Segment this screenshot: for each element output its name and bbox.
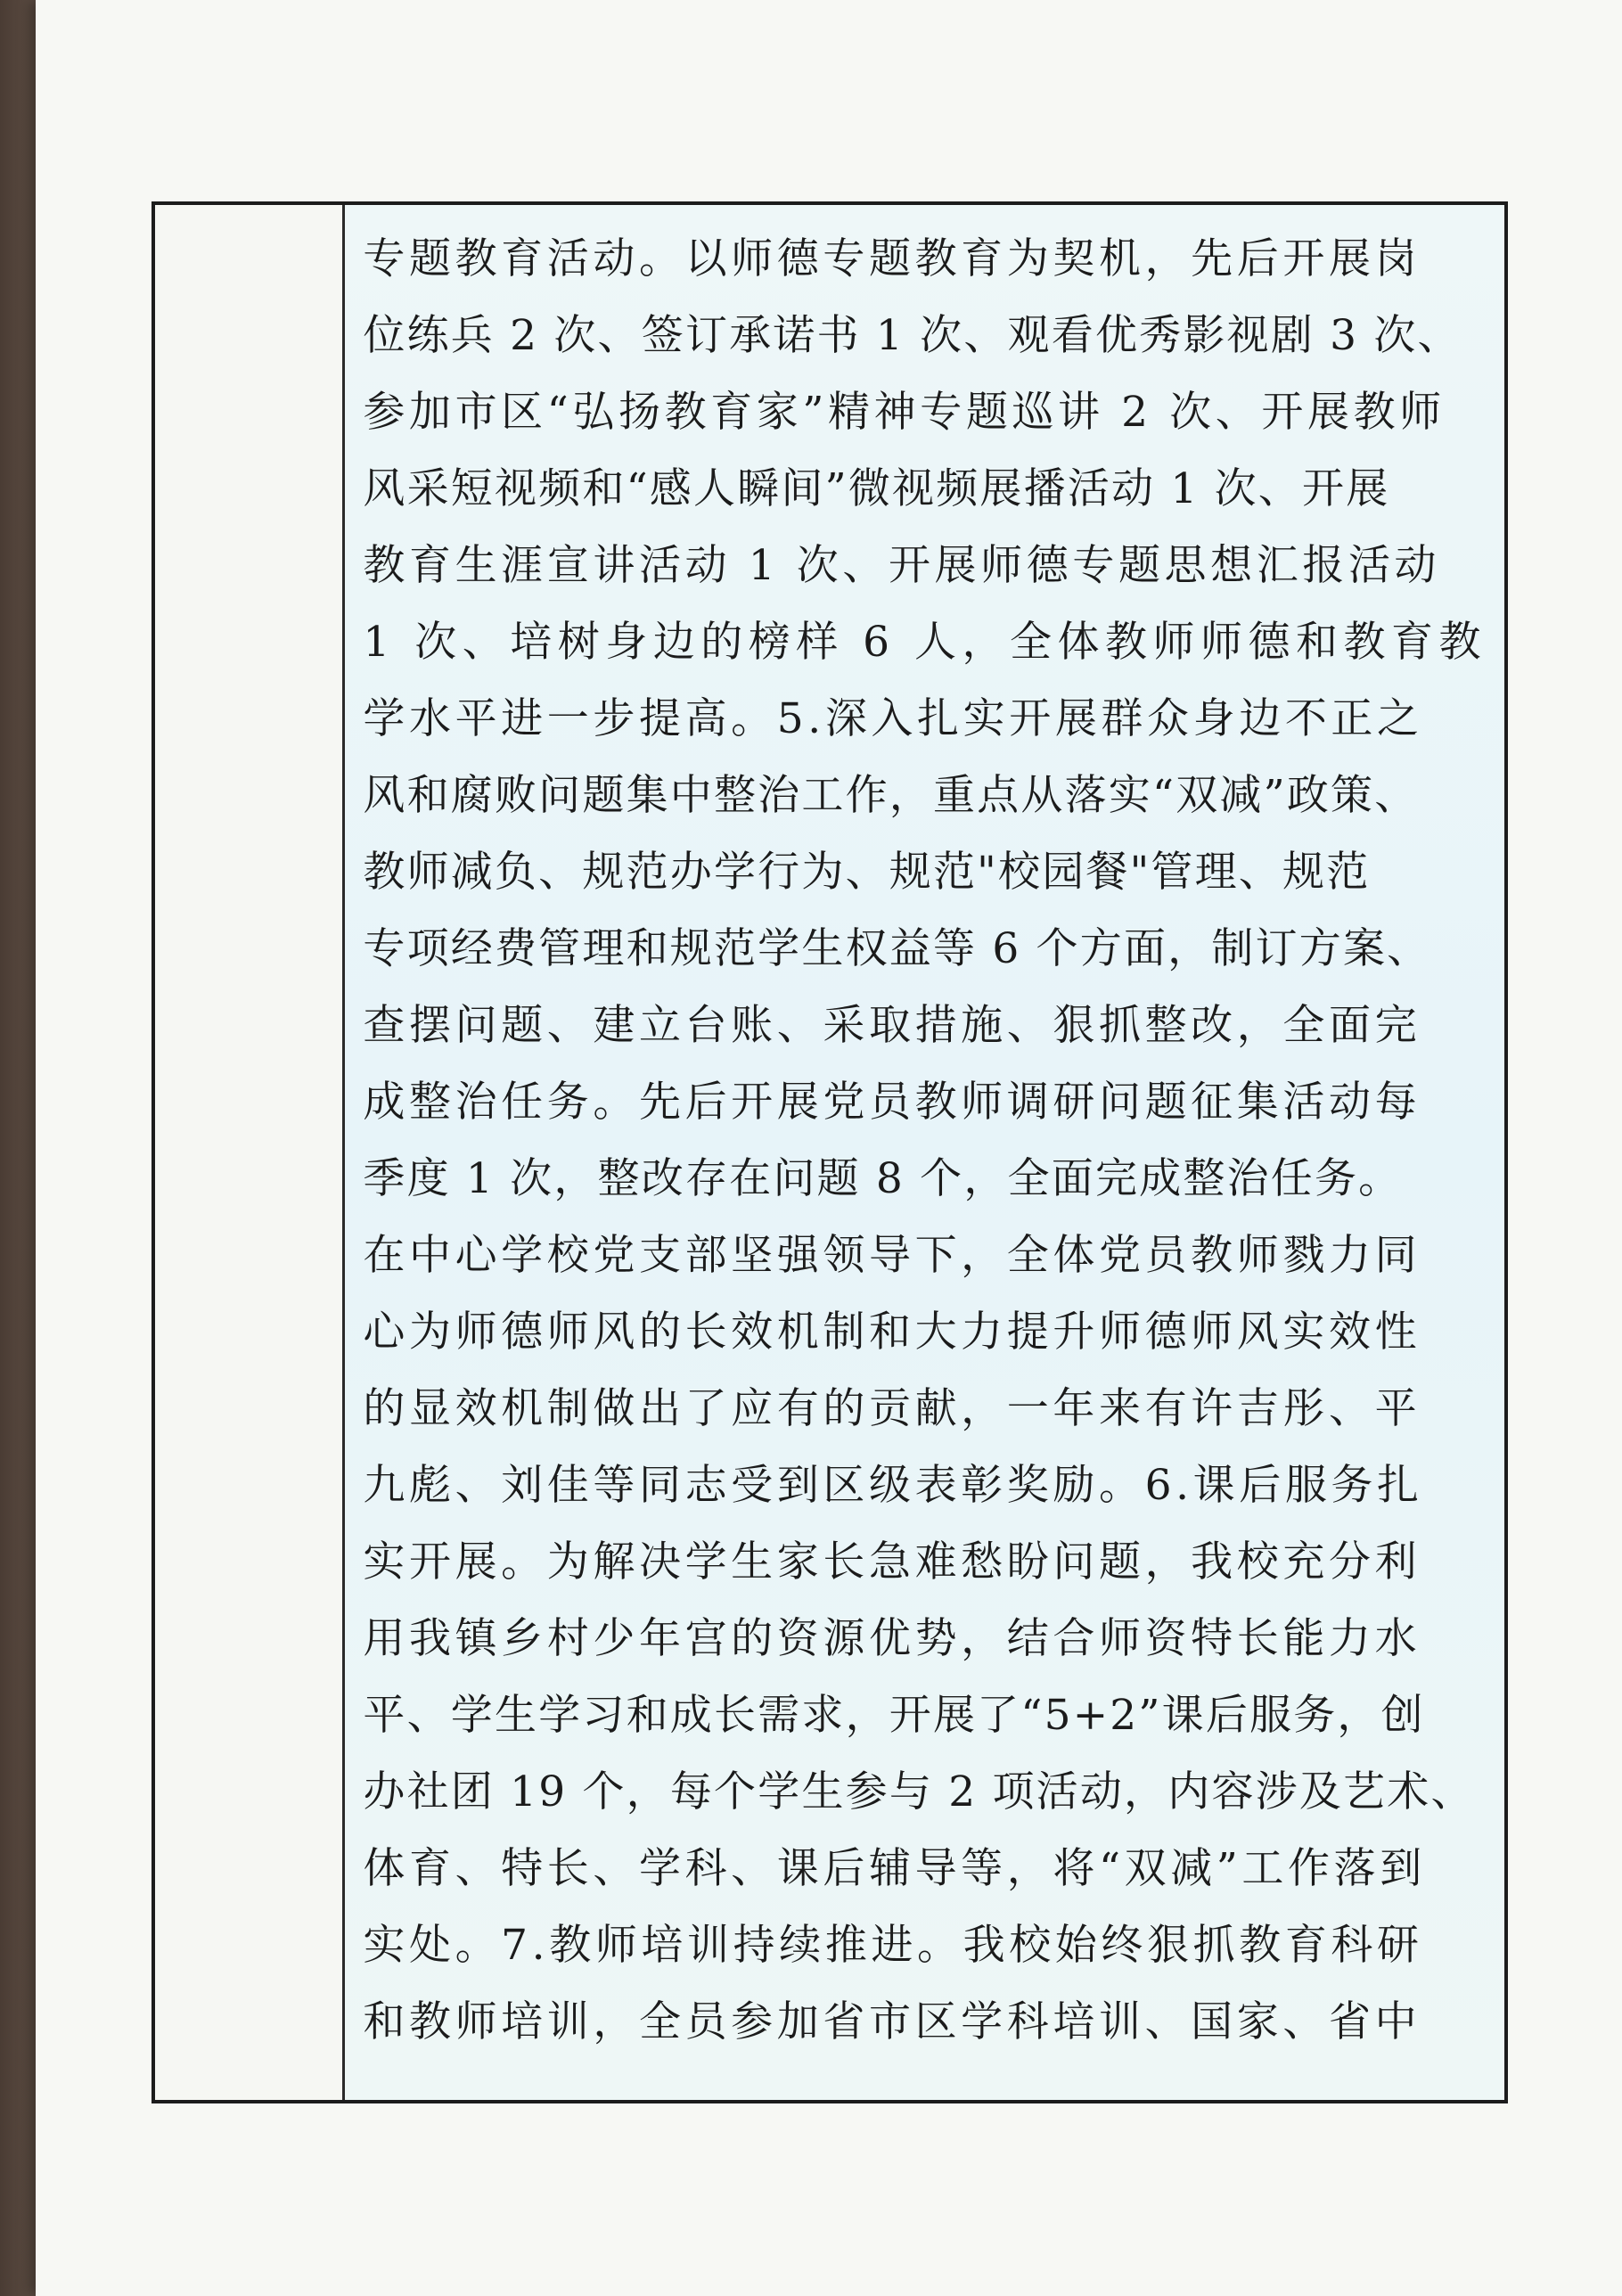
text-line: 专题教育活动。以师德专题教育为契机，先后开展岗 xyxy=(363,234,1421,283)
text-line: 风采短视频和“感人瞬间”微视频展播活动 1 次、开展 xyxy=(363,464,1390,513)
text-line: 体育、特长、学科、课后辅导等，将“双减”工作落到 xyxy=(363,1844,1426,1893)
text-line: 的显效机制做出了应有的贡献，一年来有许吉彤、平 xyxy=(363,1384,1421,1433)
text-line: 和教师培训，全员参加省市区学科培训、国家、省中 xyxy=(363,1997,1421,2046)
text-line: 参加市区“弘扬教育家”精神专题巡讲 2 次、开展教师 xyxy=(363,388,1446,437)
text-line: 1 次、培树身边的榜样 6 人，全体教师师德和教育教 xyxy=(363,618,1487,667)
text-line: 教育生涯宣讲活动 1 次、开展师德专题思想汇报活动 xyxy=(363,541,1441,590)
text-line: 用我镇乡村少年宫的资源优势，结合师资特长能力水 xyxy=(363,1614,1421,1663)
table-content-cell xyxy=(345,205,1504,2100)
text-line: 在中心学校党支部坚强领导下，全体党员教师戮力同 xyxy=(363,1231,1421,1280)
text-line: 位练兵 2 次、签订承诺书 1 次、观看优秀影视剧 3 次、 xyxy=(363,311,1462,360)
text-line: 季度 1 次，整改存在问题 8 个，全面完成整治任务。 xyxy=(363,1154,1403,1203)
text-line: 心为师德师风的长效机制和大力提升师德师风实效性 xyxy=(363,1308,1421,1357)
text-line: 九彪、刘佳等同志受到区级表彰奖励。6.课后服务扎 xyxy=(363,1461,1423,1510)
text-line: 成整治任务。先后开展党员教师调研问题征集活动每 xyxy=(363,1078,1421,1127)
table-label-cell xyxy=(155,205,345,2100)
text-line: 平、学生学习和成长需求，开展了“5+2”课后服务，创 xyxy=(363,1691,1425,1740)
text-line: 风和腐败问题集中整治工作，重点从落实“双减”政策、 xyxy=(363,771,1419,820)
text-line: 实开展。为解决学生家长急难愁盼问题，我校充分利 xyxy=(363,1538,1421,1587)
text-line: 查摆问题、建立台账、采取措施、狠抓整改，全面完 xyxy=(363,1001,1421,1050)
text-line: 专项经费管理和规范学生权益等 6 个方面，制订方案、 xyxy=(363,924,1431,973)
report-table xyxy=(152,201,1508,2103)
paper-page xyxy=(36,0,1622,2296)
text-line: 实处。7.教师培训持续推进。我校始终狠抓教育科研 xyxy=(363,1921,1423,1970)
text-line: 办社团 19 个，每个学生参与 2 项活动，内容涉及艺术、 xyxy=(363,1767,1475,1816)
text-line: 教师减负、规范办学行为、规范"校园餐"管理、规范 xyxy=(363,848,1371,897)
text-line: 学水平进一步提高。5.深入扎实开展群众身边不正之 xyxy=(363,694,1423,743)
